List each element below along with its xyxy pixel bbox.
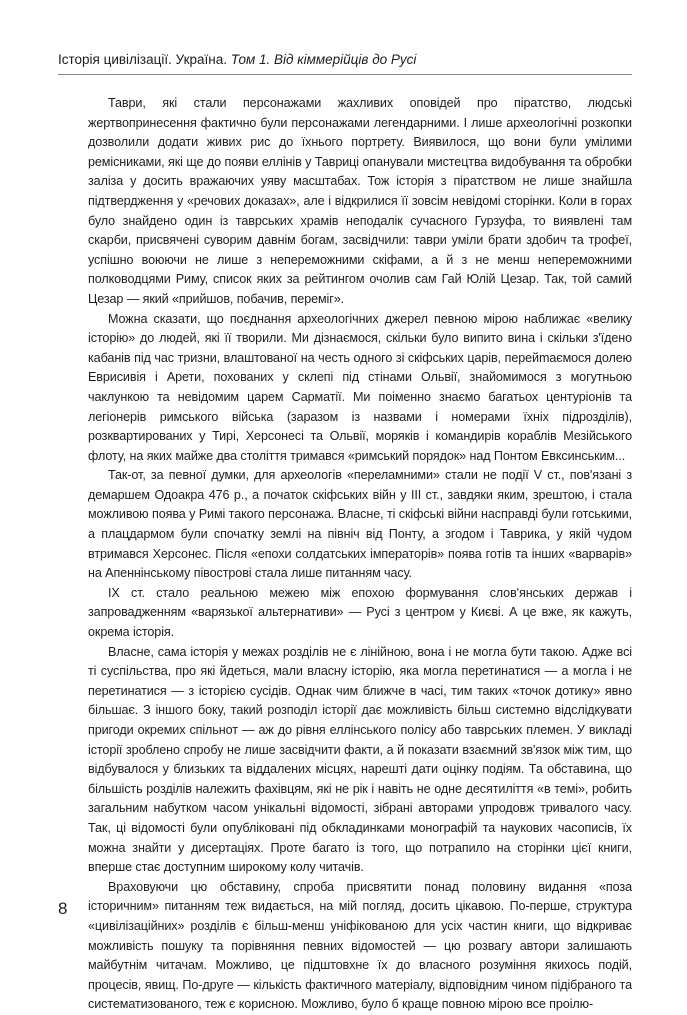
paragraph: ІХ ст. стало реальною межею між епохою формування слов'янських держав і запровадженням «варязької альтернативи» — Русі з центром у Києві. А це вже, як кажуть, окрема історія. (88, 585, 632, 640)
paragraph: Так-от, за певної думки, для археологів «переламними» стали не події V ст., пов'язані з демаршем Одоакра 476 р., а початок скіфських війн у ІІІ ст., завдяки яким, зрештою, і стала можливою поява у Римі такого персонажа. Власне, ті скіфські війни насправді були готськими, а плацдармом були спочатку землі на північ від Понту, а згодом і Таврика, у якій чудом втримався Херсонес. Після «епохи солдатських імператорів» поява готів та інших «варварів» на Апеннінському півострові стала лише питанням часу. (88, 468, 632, 581)
paragraph: Враховуючи цю обставину, спроба присвятити понад половину видання «поза історичним» питанням теж видається, на мій погляд, досить цікавою. По-перше, структура «цивілізаційних» розділів є більш-менш уніфікованою для усіх частин книги, що відкриває можливість пошуку та порівняння певних відомостей — цю розвагу автори залишають майбутнім читачам. Можливо, це підштовхне їх до власного розуміння якихось подій, процесів, явищ. По-друге — кількість фактичного матеріалу, відповідним чином підібраного та систематизованого, теж є корисною. Можливо, було б краще повною мірою все проілю- (88, 879, 632, 1012)
paragraph: Таври, які стали персонажами жахливих оповідей про піратство, людські жертвопринесення фактично були персонажами легендарними. І лише археологічні розкопки дозволили додати живих рис до їхнього портрету. Виявилося, що вони були умілими ремісниками, які ще до появи еллінів у Тавриці опанували мистецтва видобування та обробки заліза у досить вражаючих уяву масштабах. Тож історія з піратством не лише знайшла підтвердження у «речових доказах», але і відкрилися її зовсім невідомі сторінки. Коли в горах було знайдено один із таврських храмів неподалік сучасного Гурзуфа, то виявлені там скарби, присвячені суворим давнім богам, засвідчили: таври уміли брати здобич та трофеї, успішно воюючи не лише з непереможними скіфами, а й з не менш непереможними полководцями Риму, список яких за рейтингом очолив сам Гай Юлій Цезар. Так, той самий Цезар — який «прийшов, побачив, переміг». (88, 96, 632, 306)
paragraph: Можна сказати, що поєднання археологічних джерел певною мірою наближає «велику історію» до людей, які її творили. Ми дізнаємося, скільки було випито вина і скільки з'їдено кабанів під час тризни, влаштованої на честь одного зі скіфських царів, перейmaємося долею Еврисивія і Арети, похованих у склепі під стінами Ольвії, знайомимося з могутньою чаклункою та невідомим царем Сарматії. Ми поіменно знаємо багатьох центуріонів та легіонерів римського війська (заразом із назвами і номерами їхніх підрозділів), розквартированих у Тирі, Херсонесі та Ольвії, моряків і командирів кораблів Мезійського флоту, на яких майже два століття тримався «римський порядок» над Понтом Евксинським... (88, 311, 632, 463)
running-head-volume: Том 1. Від кіммерійців до Русі (230, 52, 417, 67)
running-head-series: Історія цивілізації. Україна. (58, 52, 227, 67)
running-head (58, 50, 638, 70)
paragraph: Власне, сама історія у межах розділів не є лінійною, вона і не могла бути такою. Адже всі ті суспільства, про які йдеться, мали власну історію, яка могла перетинатися — а могла і не перетинатися — з історією сусідів. Однак чим ближче в часі, тим таких «точок дотику» явно більшає. З іншого боку, такий розподіл історії дає можливість більш системно відслідкувати пригоди окремих спільнот — аж до рівня еллінського полісу або таврських племен. У викладі історії зроблено спробу не лише засвідчити факти, а й показати взаємний зв'язок між тим, що відбувалося у близьких та віддалених місцях, нарешті дати оцінку подіям. Та обставина, що більшість розділів належить фахівцям, які не рік і навіть не одне десятиліття «в темі», робить загальним набутком часом унікальні відомості, зібрані авторами упродовж тривалого часу. Так, ці відомості були опубліковані під обкладинками монографій та наукових часописів, їх можна знайти у дисертаціях. Проте багато із того, що потрапило на сторінки цієї книги, вперше стає доступним широкому колу читачів. (88, 644, 632, 875)
header-divider (58, 74, 632, 75)
body-text (88, 94, 632, 1015)
page-number: 8 (58, 899, 68, 918)
